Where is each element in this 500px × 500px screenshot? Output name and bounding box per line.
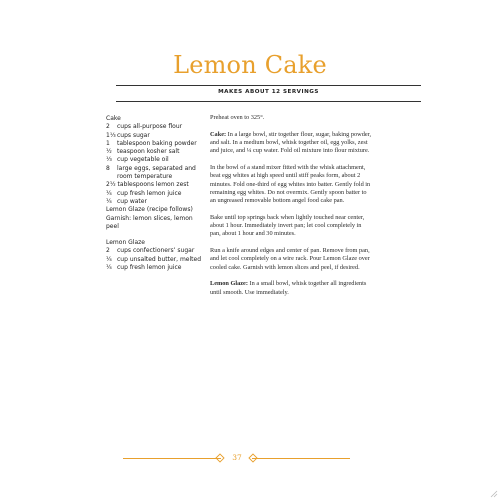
- ingredient-item: [106, 148, 201, 156]
- ingredient-quantity: ¼: [106, 189, 112, 197]
- ingredient-text: Garnish: lemon slices, lemon peel: [106, 214, 193, 230]
- direction-beat: In the bowl of a stand mixer fitted with the whisk attachment, beat egg whites at high speed until stiff peaks form, about 2 minutes. Fold one-third of egg whites into batter. Gently fold in remaining egg whites. Do not overmix. Gently spoon batter to an ungreased removable bottom angel food cake pan.: [210, 164, 371, 204]
- ingredient-item: [106, 132, 201, 140]
- ingredient-quantity: ¼: [106, 264, 112, 272]
- ingredient-text: Lemon Glaze: [106, 239, 145, 247]
- ingredient-item: [106, 156, 201, 164]
- direction-bake: Bake until top springs back when lightly touched near center, about 1 hour. Immediately invert pan; let cool completely in pan, about 1 hour and 30 minutes.: [210, 213, 365, 238]
- ingredient-heading: [106, 115, 201, 123]
- ingredient-text: cup unsalted butter, melted: [117, 255, 201, 263]
- ingredient-quantity: 1⅓: [106, 131, 116, 139]
- ingredient-item: [106, 190, 201, 198]
- corner-mark-icon: [490, 490, 498, 498]
- ingredient-heading: [106, 181, 201, 189]
- ingredient-item: [106, 198, 201, 206]
- ingredient-item: [106, 123, 201, 131]
- ingredient-heading: [106, 206, 201, 214]
- direction-preheat: Preheat oven to 325°.: [210, 114, 265, 121]
- page-footer: [0, 451, 500, 465]
- ingredient-gap: [106, 231, 201, 239]
- ingredient-text: large eggs, separated and room temperature: [117, 164, 196, 181]
- direction-glaze-text: In a small bowl, whisk together all ingredients until smooth. Use immediately.: [210, 280, 367, 296]
- servings-label: MAKES ABOUT 12 SERVINGS: [218, 89, 319, 95]
- ingredient-item: [106, 165, 201, 182]
- ingredient-text: cup water: [117, 197, 147, 205]
- ingredient-quantity: ¼: [106, 255, 112, 263]
- ingredient-text: 2½ tablespoons lemon zest: [106, 181, 189, 189]
- ingredient-quantity: 2: [106, 247, 110, 255]
- ingredient-heading: [106, 239, 201, 247]
- ingredient-text: cups confectioners’ sugar: [117, 247, 195, 255]
- direction-cake: [210, 131, 372, 156]
- direction-run: Run a knife around edges and center of pan. Remove from pan, and let cool completely on a wire rack. Pour Lemon Glaze over cooled cake. Garnish with lemon slices and peel, if desired.: [210, 247, 370, 271]
- direction-cake-label: Cake:: [210, 130, 227, 138]
- direction-glaze-label: Lemon Glaze:: [210, 280, 248, 288]
- ingredient-text: cup fresh lemon juice: [117, 264, 182, 272]
- ingredient-heading: [106, 215, 201, 232]
- recipe-title: Lemon Cake: [173, 51, 327, 79]
- ingredient-text: tablespoon baking powder: [117, 139, 197, 147]
- ingredient-quantity: 8: [106, 164, 110, 172]
- title-rule-top: [116, 85, 421, 86]
- title-rule-bottom: [116, 101, 421, 102]
- ingredient-quantity: 1: [106, 139, 110, 147]
- ingredient-quantity: ⅓: [106, 156, 112, 164]
- ingredient-text: teaspoon kosher salt: [117, 148, 180, 156]
- ingredient-item: [106, 264, 201, 272]
- ingredient-text: cups sugar: [117, 131, 150, 139]
- ingredient-text: Cake: [106, 115, 121, 122]
- ingredient-quantity: ¼: [106, 197, 112, 205]
- ingredient-quantity: ½: [106, 148, 112, 156]
- ingredient-text: cup fresh lemon juice: [117, 189, 182, 197]
- ingredient-item: [106, 247, 201, 255]
- ingredient-text: cup vegetable oil: [117, 156, 169, 164]
- ingredient-item: [106, 256, 201, 264]
- footer-rule-left: [123, 458, 221, 459]
- ingredient-text: cups all-purpose flour: [117, 123, 183, 131]
- footer-ornament-left-icon: [215, 453, 225, 463]
- direction-glaze: [210, 280, 372, 297]
- direction-cake-text: In a large bowl, stir together flour, sugar, baking powder, and salt. In a medium bowl, whisk together oil, egg yolks, zest and juice, and ¼ cup water. Fold oil mixture into flour mixture.: [210, 130, 372, 155]
- ingredient-quantity: 2: [106, 123, 110, 131]
- ingredient-list: [106, 115, 201, 272]
- ingredient-item: [106, 140, 201, 148]
- footer-rule-right: [252, 458, 350, 459]
- directions: [210, 114, 372, 305]
- page-number: 37: [232, 453, 242, 462]
- ingredient-text: Lemon Glaze (recipe follows): [106, 206, 193, 214]
